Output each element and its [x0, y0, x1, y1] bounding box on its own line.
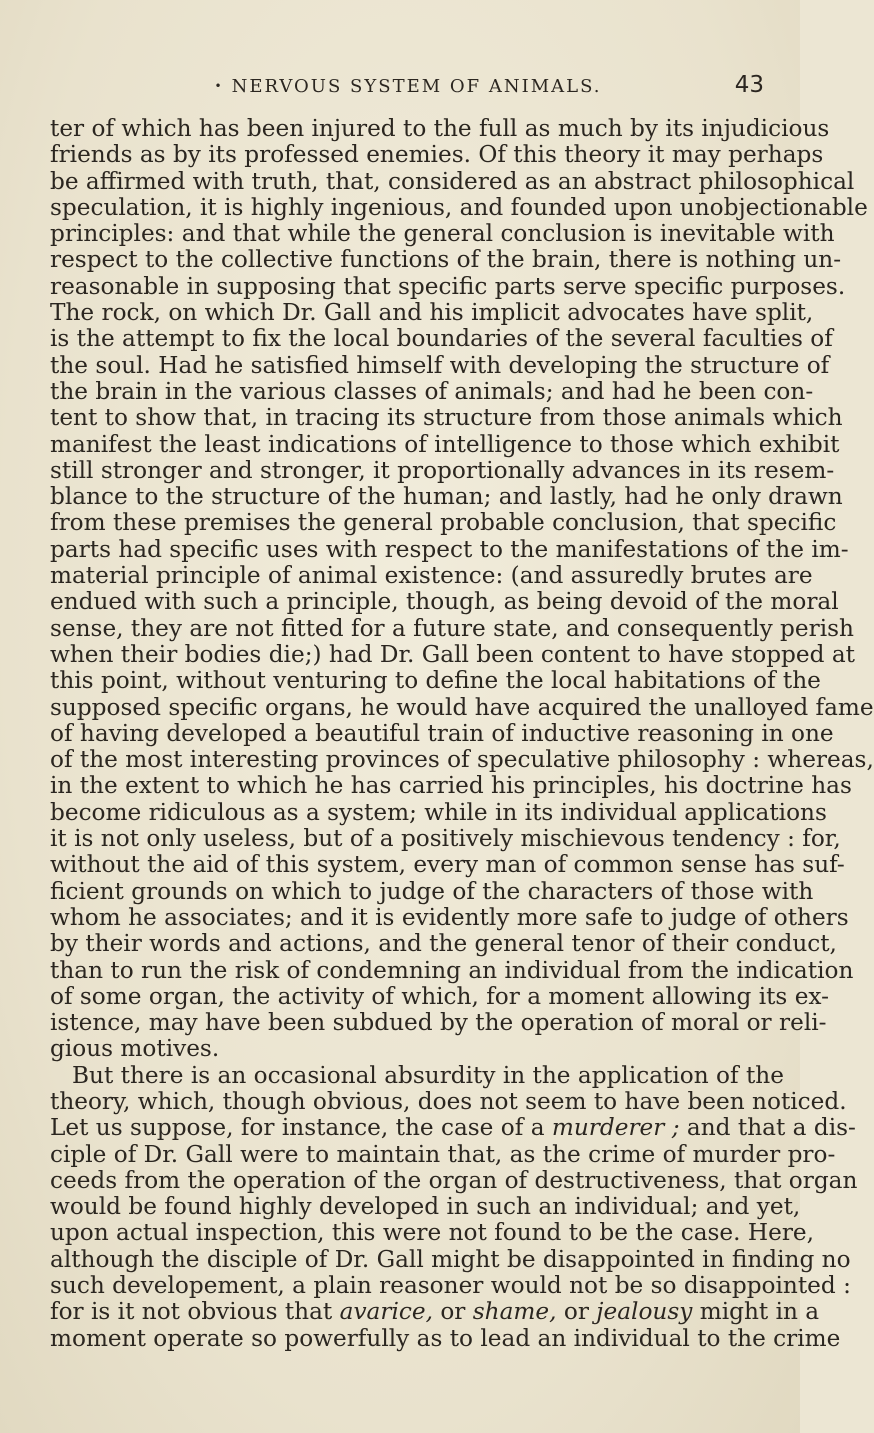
- text-line: it is not only useless, but of a positively mischievous tendency : for,: [50, 825, 841, 853]
- text-line: the brain in the various classes of animals; and had he been con-: [50, 377, 814, 405]
- text-line: ficient grounds on which to judge of the characters of those with: [50, 877, 814, 905]
- text-line: friends as by its professed enemies. Of this theory it may perhaps: [50, 141, 824, 169]
- italic-word: shame,: [472, 1298, 557, 1326]
- text-line: parts had specific uses with respect to the manifestations of the im-: [50, 535, 849, 563]
- text-line: ciple of Dr. Gall were to maintain that, as the crime of murder pro-: [50, 1140, 836, 1168]
- text-line: tent to show that, in tracing its structure from those animals which: [50, 404, 843, 432]
- text-line: speculation, it is highly ingenious, and founded upon unobjectionable: [50, 193, 868, 221]
- text-line: endued with such a principle, though, as being devoid of the moral: [50, 588, 839, 616]
- text-line: blance to the structure of the human; and lastly, had he only drawn: [50, 483, 843, 511]
- running-title: • NERVOUS SYSTEM OF ANIMALS.: [50, 78, 766, 96]
- text-line: although the disciple of Dr. Gall might be disappointed in finding no: [50, 1245, 851, 1273]
- text-line: ter of which has been injured to the full as much by its injudicious: [50, 115, 830, 142]
- text-line: manifest the least indications of intelligence to those which exhibit: [50, 430, 840, 458]
- text-line: supposed specific organs, he would have acquired the unalloyed fame: [50, 693, 874, 721]
- page-number: 43: [734, 72, 764, 98]
- text-line: istence, may have been subdued by the operation of moral or reli-: [50, 1009, 827, 1037]
- text-line: sense, they are not fitted for a future state, and consequently perish: [50, 614, 854, 642]
- text-line: Let us suppose, for instance, the case of a murderer ; and that a dis-: [50, 1114, 856, 1142]
- text-line: the soul. Had he satisfied himself with developing the structure of: [50, 351, 830, 379]
- italic-word: murderer ;: [551, 1114, 680, 1142]
- text-line: of having developed a beautiful train of inductive reasoning in one: [50, 719, 834, 747]
- text-line: for is it not obvious that avarice, or shame, or jealousy might in a: [50, 1298, 820, 1326]
- text-line: theory, which, though obvious, does not seem to have been noticed.: [50, 1087, 847, 1115]
- text-line: this point, without venturing to define the local habitations of the: [50, 667, 821, 695]
- text-line: still stronger and stronger, it proportionally advances in its resem-: [50, 456, 835, 484]
- text-line: reasonable in supposing that specific parts serve specific purposes.: [50, 272, 846, 300]
- text-line: ceeds from the operation of the organ of destructiveness, that organ: [50, 1166, 858, 1194]
- running-head: [50, 0, 766, 98]
- italic-word: avarice,: [339, 1298, 433, 1326]
- text-line: by their words and actions, and the general tenor of their conduct,: [50, 930, 837, 958]
- body-text: [50, 115, 874, 1352]
- text-line: when their bodies die;) had Dr. Gall been content to have stopped at: [50, 640, 855, 668]
- text-line: such developement, a plain reasoner would not be so disappointed :: [50, 1272, 851, 1300]
- text-line: upon actual inspection, this were not found to be the case. Here,: [50, 1219, 814, 1247]
- italic-word: jealousy: [596, 1298, 693, 1326]
- text-line: in the extent to which he has carried his principles, his doctrine has: [50, 772, 852, 800]
- text-line: be affirmed with truth, that, considered as an abstract philosophical: [50, 167, 855, 195]
- text-line: from these premises the general probable conclusion, that specific: [50, 509, 837, 537]
- text-line: whom he associates; and it is evidently more safe to judge of others: [50, 903, 849, 931]
- text-line: material principle of animal existence: (and assuredly brutes are: [50, 562, 813, 590]
- text-line: than to run the risk of condemning an individual from the indication: [50, 956, 854, 984]
- text-line: respect to the collective functions of the brain, there is nothing un-: [50, 246, 842, 274]
- text-line: would be found highly developed in such an individual; and yet,: [50, 1193, 801, 1221]
- text-line: moment operate so powerfully as to lead an individual to the crime: [50, 1324, 841, 1352]
- text-line: become ridiculous as a system; while in its individual applications: [50, 798, 827, 826]
- text-line: But there is an occasional absurdity in the application of the: [72, 1061, 784, 1089]
- text-line: gious motives.: [50, 1035, 220, 1063]
- text-line: The rock, on which Dr. Gall and his implicit advocates have split,: [50, 299, 814, 327]
- text-line: principles: and that while the general conclusion is inevitable with: [50, 220, 835, 248]
- text-line: without the aid of this system, every man of common sense has suf-: [50, 851, 845, 879]
- text-line: of some organ, the activity of which, for a moment allowing its ex-: [50, 982, 829, 1010]
- text-line: of the most interesting provinces of speculative philosophy : whereas,: [50, 746, 874, 774]
- text-line: is the attempt to fix the local boundaries of the several faculties of: [50, 325, 833, 353]
